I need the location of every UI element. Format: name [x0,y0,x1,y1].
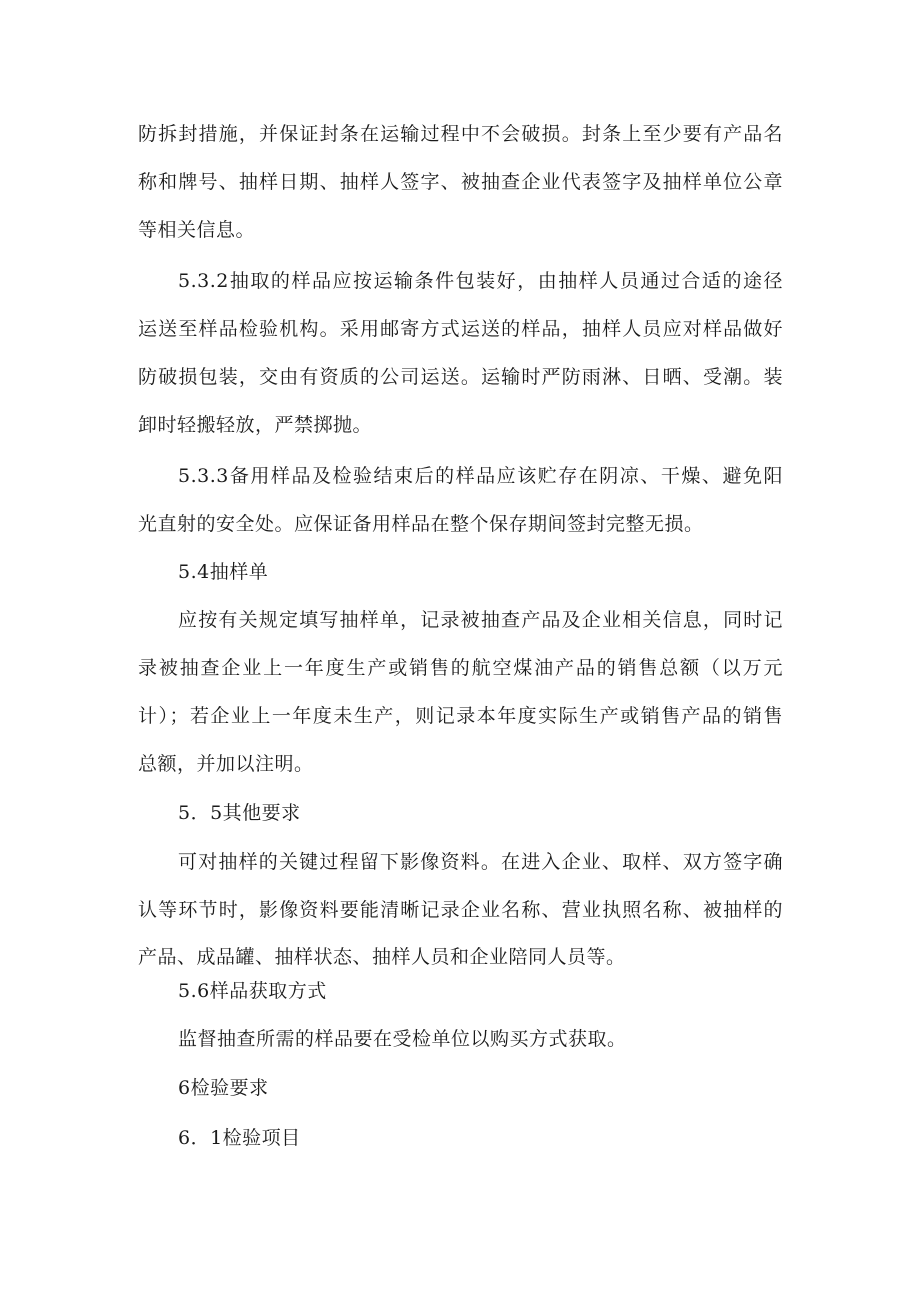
section-heading-5-5: 5．5其他要求 [178,802,301,824]
body-text-line: 防破损包装，交由有资质的公司运送。运输时严防雨淋、日晒、受潮。装 [138,366,783,388]
section-heading-5-4: 5.4抽样单 [178,561,269,583]
body-text-line: 计）；若企业上一年度未生产，则记录本年度实际生产或销售产品的销售 [138,705,783,727]
section-heading-5-6: 5.6样品获取方式 [178,980,327,1002]
body-text-line: 称和牌号、抽样日期、抽样人签字、被抽查企业代表签字及抽样单位公章 [138,171,783,193]
section-5-3-3-text: 5.3.3备用样品及检验结束后的样品应该贮存在阴凉、干燥、避免阳 [178,465,783,487]
section-5-3-2-text: 5.3.2抽取的样品应按运输条件包装好，由抽样人员通过合适的途径 [178,270,783,292]
body-text-line: 认等环节时，影像资料要能清晰记录企业名称、营业执照名称、被抽样的 [138,899,783,921]
section-heading-6: 6检验要求 [178,1077,269,1099]
body-text-line: 总额，并加以注明。 [138,753,314,775]
body-text-line: 防拆封措施，并保证封条在运输过程中不会破损。封条上至少要有产品名 [138,123,783,145]
body-text-line: 可对抽样的关键过程留下影像资料。在进入企业、取样、双方签字确 [178,851,783,873]
body-text-line: 录被抽查企业上一年度生产或销售的航空煤油产品的销售总额（以万元 [138,657,783,679]
body-text-line: 监督抽查所需的样品要在受检单位以购买方式获取。 [178,1028,627,1050]
body-text-line: 卸时轻搬轻放，严禁掷抛。 [138,414,373,436]
body-text-line: 等相关信息。 [138,219,256,241]
body-text-line: 运送至样品检验机构。采用邮寄方式运送的样品，抽样人员应对样品做好 [138,318,783,340]
body-text-line: 应按有关规定填写抽样单，记录被抽查产品及企业相关信息，同时记 [178,609,783,631]
body-text-line: 产品、成品罐、抽样状态、抽样人员和企业陪同人员等。 [138,946,626,968]
section-heading-6-1: 6．1检验项目 [178,1127,301,1149]
body-text-line: 光直射的安全处。应保证备用样品在整个保存期间签封完整无损。 [138,513,704,535]
